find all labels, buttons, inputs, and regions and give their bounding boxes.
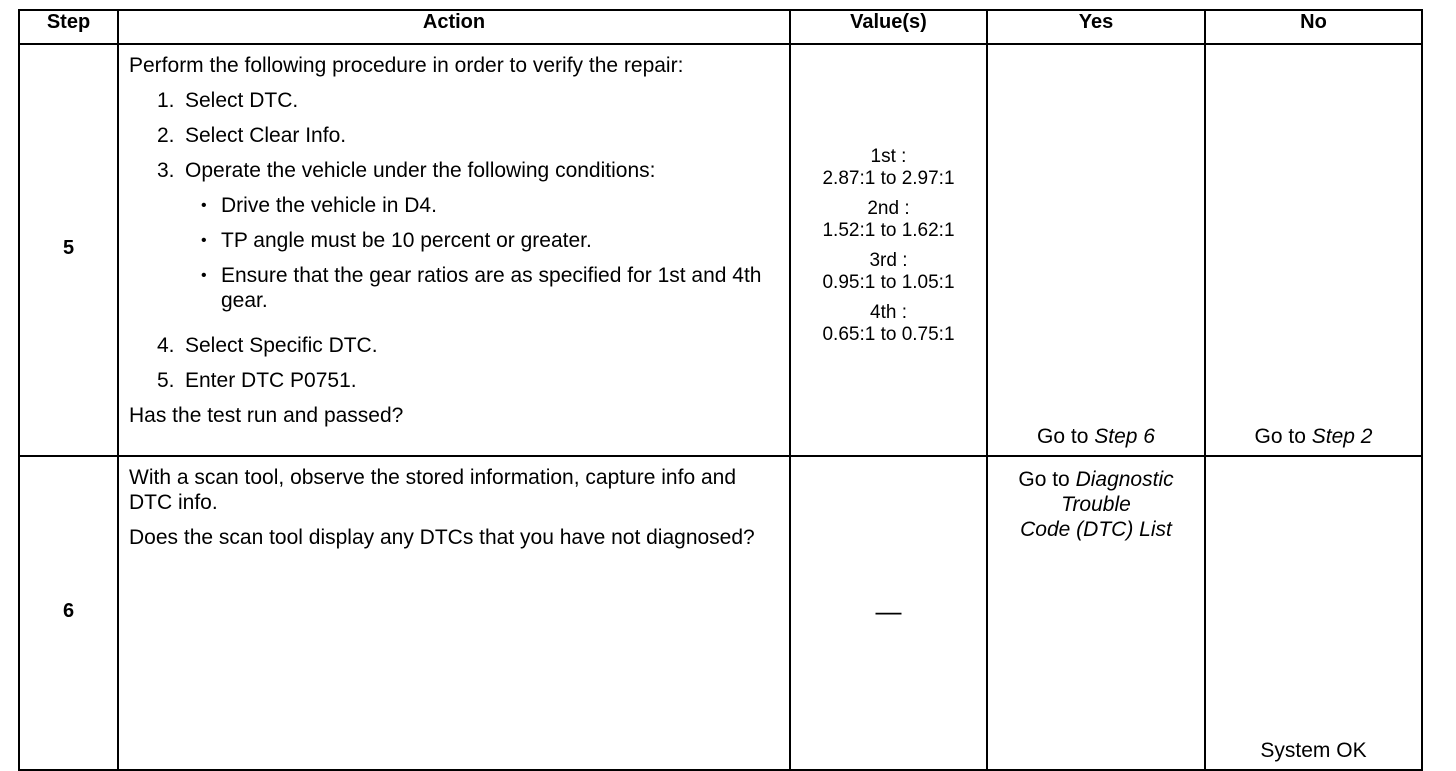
procedure-step [157,368,779,393]
no-result [1206,424,1421,449]
step-number: 5 [62,236,75,259]
procedure-step-number: 5. [157,369,175,392]
header-action: Action [118,10,790,44]
procedure-step-body [185,158,779,323]
gear-ratio: 1.52:1 to 1.62:1 [822,220,955,241]
procedure-steps [129,88,779,393]
procedure-step-number: 2. [157,124,175,147]
gear-label: 1st : [870,146,907,167]
yes-result [988,424,1204,449]
table-row-step-5 [19,44,1422,456]
no-result: System OK [1260,739,1367,762]
header-values: Value(s) [790,10,987,44]
values-cell [790,456,987,770]
step-link[interactable]: Step 6 [1094,425,1155,448]
condition-list [185,193,779,313]
step-link[interactable]: Step 2 [1311,425,1373,448]
dtc-list-link-line3[interactable]: Code (DTC) List [1020,518,1172,541]
gear-ratio-spec [791,250,986,294]
action-intro: With a scan tool, observe the stored information, capture info and DTC info. [129,466,737,514]
procedure-step-text: Select DTC. [185,89,299,112]
gear-label: 4th : [870,302,907,323]
yes-cell [987,44,1205,456]
procedure-step-number: 3. [157,159,175,182]
action-intro: Perform the following procedure in order to verify the repair: [129,54,684,77]
gear-ratio: 0.65:1 to 0.75:1 [822,324,955,345]
procedure-step-text: Operate the vehicle under the following conditions: [185,159,656,182]
header-no: No [1205,10,1422,44]
gear-ratio-spec [791,198,986,242]
diagnostic-table [18,9,1423,771]
no-cell [1205,44,1422,456]
action-question: Does the scan tool display any DTCs that you have not diagnosed? [129,526,755,549]
condition-item [201,228,779,253]
step-number-cell [19,456,118,770]
bullet-icon: • [201,197,207,214]
go-to-prefix: Go to [1254,425,1312,448]
condition-item [201,193,779,218]
procedure-step [157,88,779,113]
gear-ratio-spec [791,302,986,346]
gear-ratio: 0.95:1 to 1.05:1 [822,272,955,293]
procedure-step-number: 4. [157,334,175,357]
gear-ratio: 2.87:1 to 2.97:1 [822,168,955,189]
no-cell [1205,456,1422,770]
gear-label: 3rd : [869,250,908,271]
go-to-prefix: Go to [1018,468,1076,491]
header-row [19,10,1422,44]
procedure-step-text: Select Clear Info. [185,124,347,147]
step-number: 6 [62,599,75,622]
no-value-dash: — [875,596,902,626]
go-to-prefix: Go to [1037,425,1095,448]
action-question: Has the test run and passed? [129,404,404,427]
bullet-icon: • [201,232,207,249]
step-number-cell [19,44,118,456]
action-cell [118,44,790,456]
condition-text: Drive the vehicle in D4. [221,194,437,217]
procedure-step-number: 1. [157,89,175,112]
condition-item [201,263,779,313]
procedure-step [157,123,779,148]
procedure-step-text: Select Specific DTC. [185,334,378,357]
gear-label: 2nd : [867,198,910,219]
condition-text: Ensure that the gear ratios are as specified for 1st and 4th gear. [221,264,762,312]
condition-text: TP angle must be 10 percent or greater. [221,229,592,252]
header-yes: Yes [987,10,1205,44]
values-cell [790,44,987,456]
dtc-list-link-line2[interactable]: Trouble [1061,493,1131,516]
yes-cell [987,456,1205,770]
procedure-step-text: Enter DTC P0751. [185,369,357,392]
action-cell [118,456,790,770]
bullet-icon: • [201,267,207,284]
dtc-list-link-line1[interactable]: Diagnostic [1075,468,1174,491]
procedure-step [157,158,779,323]
table-row-step-6 [19,456,1422,770]
yes-result [988,457,1204,542]
gear-ratio-spec [791,146,986,190]
procedure-step [157,333,779,358]
header-step: Step [19,10,118,44]
